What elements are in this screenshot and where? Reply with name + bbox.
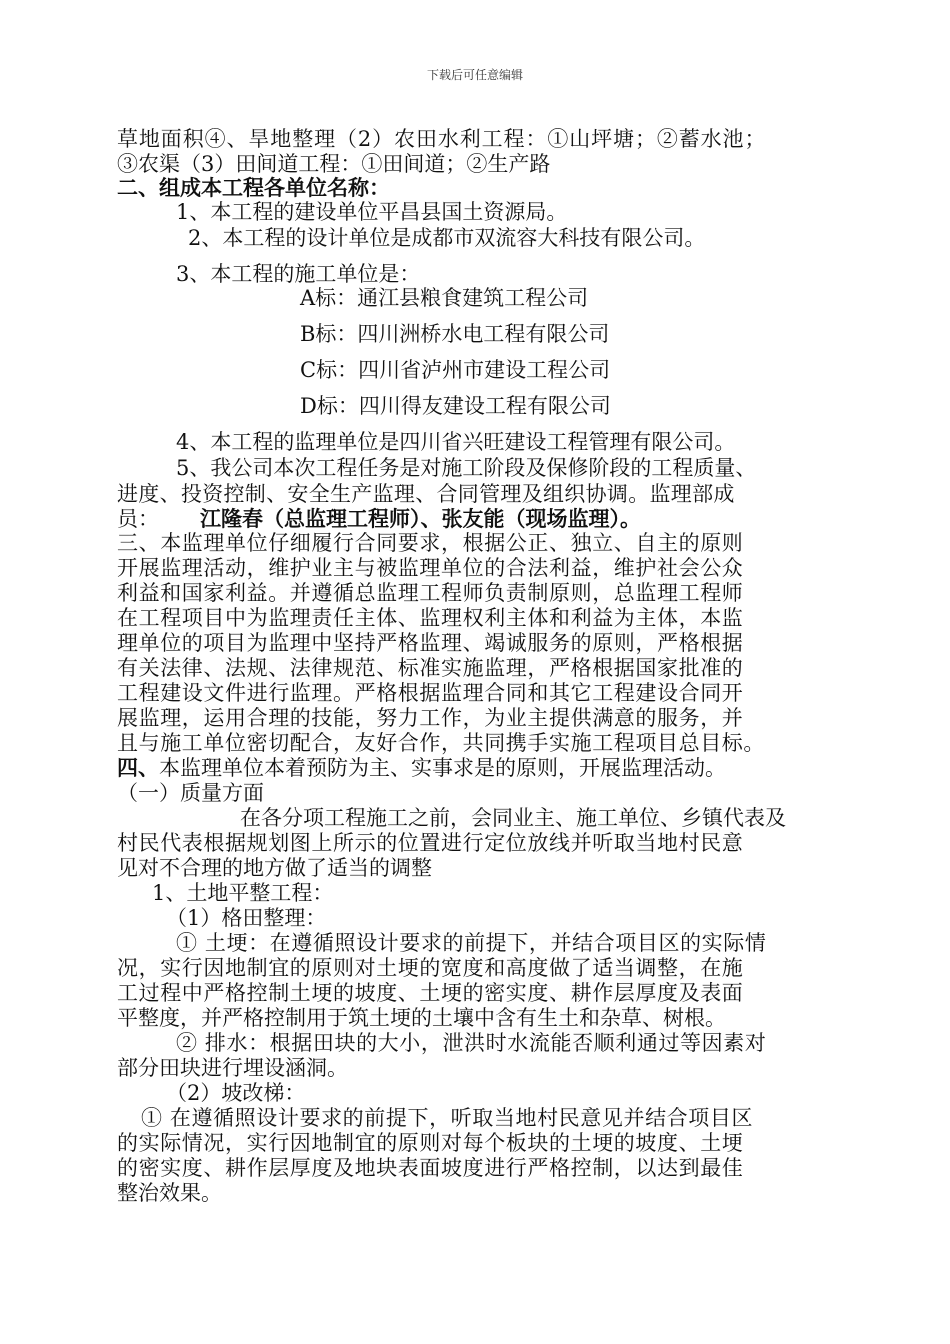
text-line: 村民代表根据规划图上所示的位置进行定位放线并听取当地村民意 <box>117 831 744 855</box>
contractor-line: D标：四川得友建设工程有限公司 <box>300 394 611 418</box>
text-line: ③农渠（3）田间道工程：①田间道；②生产路 <box>117 152 551 176</box>
text-line: 利益和国家利益。并遵循总监理工程师负责制原则，总监理工程师 <box>117 581 744 605</box>
page-header: 下载后可任意编辑 <box>426 68 523 82</box>
text-line: 本监理单位本着预防为主、实事求是的原则，开展监理活动。 <box>159 756 726 780</box>
text-line: 进度、投资控制、安全生产监理、合同管理及组织协调。监理部成 <box>117 482 735 506</box>
text-line: 展监理，运用合理的技能，努力工作，为业主提供满意的服务，并 <box>117 706 744 730</box>
text-line: 的实际情况，实行因地制宜的原则对每个板块的土埂的坡度、土埂 <box>117 1131 744 1155</box>
contractor-line: B标：四川洲桥水电工程有限公司 <box>300 322 610 346</box>
text-line: 工程建设文件进行监理。严格根据监理合同和其它工程建设合同开 <box>117 681 744 705</box>
text-line: 在各分项工程施工之前，会同业主、施工单位、乡镇代表及 <box>240 806 786 830</box>
text-line: 部分田块进行埋设涵洞。 <box>117 1056 348 1080</box>
subsection-heading: 1、土地平整工程： <box>152 881 334 905</box>
text-line: 整治效果。 <box>117 1181 222 1205</box>
contractor-line: A标：通江县粮食建筑工程公司 <box>300 286 589 310</box>
subsection-heading: （2）坡改梯： <box>166 1081 306 1105</box>
subsection-heading: （1）格田整理： <box>166 906 327 930</box>
text-line: 1、本工程的建设单位平昌县国土资源局。 <box>176 200 568 224</box>
text-line: 三、本监理单位仔细履行合同要求，根据公正、独立、自主的原则 <box>117 531 744 555</box>
text-line: ① 在遵循照设计要求的前提下，听取当地村民意见并结合项目区 <box>141 1106 754 1130</box>
subsection-heading: （一）质量方面 <box>117 781 264 805</box>
team-members: 江隆春（总监理工程师）、张友能（现场监理）。 <box>200 506 641 531</box>
text-line: 且与施工单位密切配合，友好合作，共同携手实施工程项目总目标。 <box>117 731 765 755</box>
text-line: ① 土埂：在遵循照设计要求的前提下，并结合项目区的实际情 <box>176 931 767 955</box>
section-heading: 四、 <box>117 755 159 780</box>
text-line: 平整度，并严格控制用于筑土埂的土壤中含有生土和杂草、树根。 <box>117 1006 726 1030</box>
text-line: 有关法律、法规、法律规范、标准实施监理，严格根据国家批准的 <box>117 656 744 680</box>
section-heading: 二、组成本工程各单位名称： <box>117 175 390 200</box>
text-line: 5、我公司本次工程任务是对施工阶段及保修阶段的工程质量、 <box>176 456 757 480</box>
text-line: 2、本工程的设计单位是成都市双流容大科技有限公司。 <box>188 226 706 250</box>
text-line: 员： <box>117 507 159 531</box>
text-line: 工过程中严格控制土埂的坡度、土埂的密实度、耕作层厚度及表面 <box>117 981 744 1005</box>
text-line: 理单位的项目为监理中坚持严格监理、竭诚服务的原则，严格根据 <box>117 631 744 655</box>
text-line: 草地面积④、旱地整理（2）农田水利工程：①山坪塘；②蓄水池； <box>117 127 767 151</box>
text-line: 开展监理活动，维护业主与被监理单位的合法利益，维护社会公众 <box>117 556 744 580</box>
text-line: 4、本工程的监理单位是四川省兴旺建设工程管理有限公司。 <box>176 430 736 454</box>
text-line: 的密实度、耕作层厚度及地块表面坡度进行严格控制，以达到最佳 <box>117 1156 744 1180</box>
text-line: 在工程项目中为监理责任主体、监理权利主体和利益为主体，本监 <box>117 606 744 630</box>
text-line: ② 排水：根据田块的大小，泄洪时水流能否顺利通过等因素对 <box>176 1031 767 1055</box>
contractor-line: C标：四川省泸州市建设工程公司 <box>300 358 611 382</box>
text-line: 况，实行因地制宜的原则对土埂的宽度和高度做了适当调整，在施 <box>117 956 744 980</box>
text-line: 见对不合理的地方做了适当的调整 <box>117 856 432 880</box>
text-line: 3、本工程的施工单位是： <box>176 262 421 286</box>
